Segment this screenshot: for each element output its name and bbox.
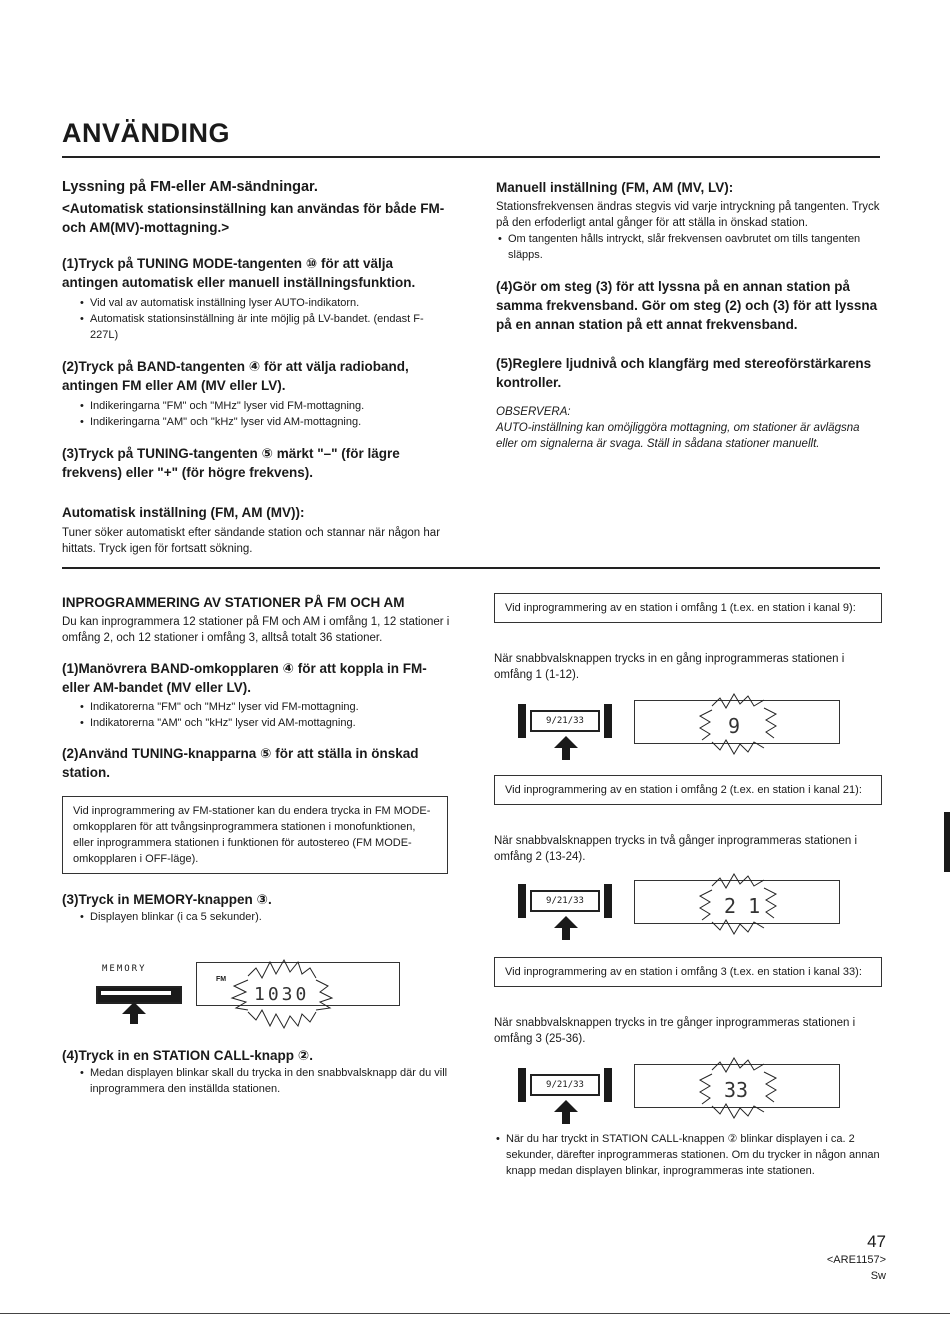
station-call-button[interactable]: 9/21/33 (530, 890, 600, 912)
manual-heading: Manuell inställning (FM, AM (MV, LV): (496, 180, 734, 195)
programming-heading: INPROGRAMMERING AV STATIONER PÅ FM OCH AM (62, 595, 405, 610)
bullet-item: • Indikeringarna "FM" och "MHz" lyser vid FM-mottagning. (78, 398, 450, 414)
bullet-item: • När du har tryckt in STATION CALL-knappen ② blinkar displayen i ca. 2 sekunder, därefter inprogrammeras stationen. Om du trycker in någon annan knapp medan displayen blinkar, inprogrammeras inte stationen. (494, 1131, 884, 1179)
station-call-button[interactable]: 9/21/33 (530, 710, 600, 732)
step-1-heading: (1)Tryck på TUNING MODE-tangenten ⑩ för att välja antingen automatisk eller manuell inställningsfunktion. (62, 256, 416, 290)
step-4-heading: (4)Gör om steg (3) för att lyssna på en annan station på samma frekvensband. Gör om steg (2) och (3) för att lyssna på en annan station på ett annat frekvensband. (496, 279, 878, 332)
final-note (494, 1131, 884, 1179)
step-2-heading: (2)Använd TUNING-knapparna ⑤ för att ställa in önskad station. (62, 746, 419, 780)
section-subheading: <Automatisk stationsinställning kan användas för både FM-och AM(MV)-mottagning.> (62, 201, 445, 235)
display-value: 1030 (254, 984, 310, 1005)
bracket-left (518, 704, 526, 738)
bracket-left (518, 1068, 526, 1102)
observera-label: OBSERVERA: (496, 406, 571, 418)
bullet-item: • Vid val av automatisk inställning lyser AUTO-indikatorn. (78, 295, 450, 311)
bullet-item: • Indikeringarna "AM" och "kHz" lyser vid AM-mottagning. (78, 414, 450, 430)
arrow-up-icon (554, 1100, 578, 1124)
display-value: 9 (728, 714, 741, 738)
range-2-text: När snabbvalsknappen trycks in två gånger inprogrammeras stationen i omfång 2 (13-24). (494, 835, 858, 863)
step-4-heading: (4)Tryck in en STATION CALL-knapp ②. (62, 1048, 313, 1063)
fm-indicator: FM (216, 976, 227, 983)
step-5-heading: (5)Reglere ljudnivå och klangfärg med stereoförstärkarens kontroller. (496, 356, 872, 390)
arrow-up-icon (554, 916, 578, 940)
range-2-box: Vid inprogrammering av en station i omfång 2 (t.ex. en station i kanal 21): (494, 775, 882, 805)
left-bottom-column (62, 593, 450, 925)
bullet-item: • Displayen blinkar (i ca 5 sekunder). (78, 909, 450, 925)
range-1-illustration (518, 696, 848, 764)
memory-label: MEMORY (102, 964, 147, 974)
title-rule (62, 156, 880, 158)
section-rule (62, 567, 880, 569)
page-title: ANVÄNDING (62, 118, 231, 148)
range-2-illustration (518, 876, 848, 944)
auto-text: Tuner söker automatiskt efter sändande station och stannar när någon har hittats. Tryck igen för fortsatt sökning. (62, 527, 441, 555)
page-number: 47 (867, 1232, 886, 1251)
programming-intro: Du kan inprogrammera 12 stationer på FM och AM i omfång 1, 12 stationer i omfång 2, och 12 stationer i omfång 3, alltså totalt 36 stationer. (62, 616, 450, 644)
observera-text: AUTO-inställning kan omöjliggöra mottagning, om stationer är avlägsna eller om signalerna är svaga. Ställ in sådana stationer manuellt. (496, 422, 860, 450)
bullet-item: • Automatisk stationsinställning är inte möjlig på LV-bandet. (endast F-227L) (78, 311, 450, 343)
left-bottom-step4 (62, 1046, 450, 1097)
memory-illustration (96, 956, 406, 1036)
bracket-right (604, 704, 612, 738)
side-tab (944, 812, 950, 872)
manual-text: Stationsfrekvensen ändras stegvis vid varje intryckning på tangenten. Tryck på den erfoderligt antal gånger för att ställa in önskad station. (496, 201, 880, 229)
arrow-up-icon (122, 1002, 146, 1024)
left-top-column (62, 178, 450, 557)
bullet-item: • Om tangenten hålls intryckt, slår frekvensen oavbrutet om tills tangenten släpps. (496, 231, 882, 263)
right-top-column (496, 178, 882, 452)
range-3-illustration (518, 1060, 848, 1128)
bottom-rule (0, 1313, 950, 1314)
step-2-heading: (2)Tryck på BAND-tangenten ④ för att välja radioband, antingen FM eller AM (MV eller LV). (62, 359, 409, 393)
arrow-up-icon (554, 736, 578, 760)
range-3-box: Vid inprogrammering av en station i omfång 3 (t.ex. en station i kanal 33): (494, 957, 882, 987)
bullet-item: • Indikatorerna "AM" och "kHz" lyser vid AM-mottagning. (78, 715, 450, 731)
range-3-text: När snabbvalsknappen trycks in tre gånger inprogrammeras stationen i omfång 3 (25-36). (494, 1017, 856, 1045)
display-value: 33 (724, 1078, 749, 1102)
range-1-box: Vid inprogrammering av en station i omfång 1 (t.ex. en station i kanal 9): (494, 593, 882, 623)
step-1-heading: (1)Manövrera BAND-omkopplaren ④ för att koppla in FM- eller AM-bandet (MV eller LV). (62, 661, 427, 695)
language-code: Sw (870, 1270, 886, 1282)
range-1-text: När snabbvalsknappen trycks in en gång inprogrammeras stationen i omfång 1 (1-12). (494, 653, 845, 681)
bracket-left (518, 884, 526, 918)
display-value: 2 1 (724, 894, 761, 918)
auto-heading: Automatisk inställning (FM, AM (MV)): (62, 505, 305, 520)
section-heading: Lyssning på FM-eller AM-sändningar. (62, 179, 318, 195)
step-3-heading: (3)Tryck in MEMORY-knappen ③. (62, 892, 272, 907)
step-3-heading: (3)Tryck på TUNING-tangenten ⑤ märkt "–" (för lägre frekvens) eller "+" (för högre frekvens). (62, 446, 400, 480)
bracket-right (604, 884, 612, 918)
fm-note-box: Vid inprogrammering av FM-stationer kan du endera trycka in FM MODE-omkopplaren för att tvångsinprogrammera stationen i monofunktionen, eller inprogrammera stationen i funktionen för autostereo (FM MODE-omkopplaren i OFF-läge). (62, 796, 448, 874)
bullet-item: • Indikatorerna "FM" och "MHz" lyser vid FM-mottagning. (78, 699, 450, 715)
bracket-right (604, 1068, 612, 1102)
station-call-button[interactable]: 9/21/33 (530, 1074, 600, 1096)
doc-code: <ARE1157> (826, 1254, 886, 1266)
bullet-item: • Medan displayen blinkar skall du trycka in den snabbvalsknapp där du vill inprogrammera den inställda stationen. (78, 1065, 450, 1097)
